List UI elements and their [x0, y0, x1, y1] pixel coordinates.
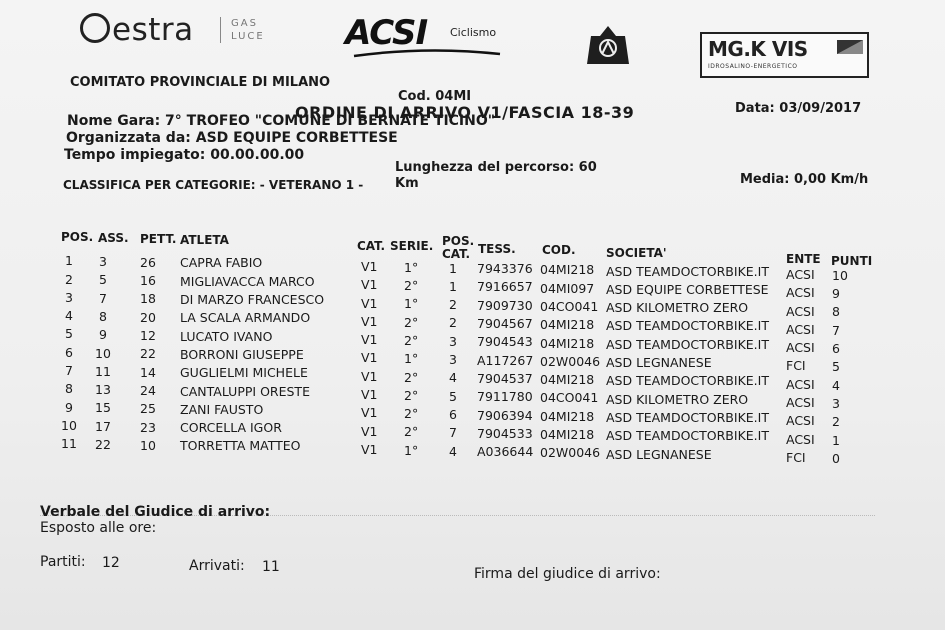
row-punti: 8: [832, 304, 840, 320]
course-length: Lunghezza del percorso: 60: [395, 160, 597, 175]
race-date: Data: 03/09/2017: [735, 101, 862, 116]
esposto-label: Esposto alle ore:: [40, 520, 157, 536]
row-societa: ASD EQUIPE CORBETTESE: [606, 281, 769, 297]
row-pett: 10: [140, 437, 156, 453]
row-pos: 6: [65, 344, 73, 360]
row-societa: ASD TEAMDOCTORBIKE.IT: [606, 318, 769, 334]
row-pett: 16: [140, 273, 156, 289]
row-punti: 1: [832, 432, 840, 448]
row-cod: 04MI218: [540, 372, 595, 388]
row-punti: 3: [832, 395, 840, 411]
row-cod: 02W0046: [540, 353, 601, 369]
row-pett: 23: [140, 419, 156, 435]
row-ass: 17: [95, 418, 111, 434]
luce-label: LUCE: [231, 31, 265, 42]
row-cod: 04MI097: [540, 280, 595, 296]
row-atleta: MIGLIAVACCA MARCO: [180, 273, 315, 289]
col-cat: CAT.: [357, 239, 386, 253]
row-tess: 7911780: [477, 389, 533, 405]
row-atleta: CAPRA FABIO: [180, 255, 263, 271]
row-poscat: 7: [449, 425, 457, 441]
row-atleta: LA SCALA ARMANDO: [180, 310, 311, 326]
row-poscat: 6: [449, 406, 457, 422]
row-ente: FCI: [786, 358, 806, 374]
row-cod: 04MI218: [540, 335, 595, 351]
row-ente: ACSI: [786, 266, 815, 282]
row-punti: 5: [832, 359, 840, 375]
row-pos: 5: [65, 326, 73, 342]
row-pett: 22: [140, 346, 156, 362]
row-ente: ACSI: [786, 413, 815, 429]
col-poscat-line1: POS.: [442, 234, 475, 248]
row-ente: ACSI: [786, 303, 815, 319]
row-tess: 7906394: [477, 407, 533, 423]
row-ente: ACSI: [786, 431, 815, 447]
col-tess: TESS.: [478, 242, 516, 256]
row-societa: ASD TEAMDOCTORBIKE.IT: [606, 373, 769, 389]
row-poscat: 4: [449, 443, 457, 459]
row-serie: 1°: [404, 259, 419, 275]
row-serie: 1°: [404, 296, 419, 312]
row-serie: 1°: [404, 442, 419, 458]
row-ass: 5: [99, 272, 107, 288]
row-ass: 3: [99, 254, 107, 269]
row-poscat: 3: [449, 352, 457, 367]
row-punti: 4: [832, 377, 840, 393]
row-cat: V1: [361, 313, 378, 329]
row-serie: 1°: [404, 351, 419, 367]
row-cat: V1: [361, 332, 378, 348]
average-speed: Media: 0,00 Km/h: [740, 172, 869, 187]
row-cod: 04MI218: [540, 262, 595, 278]
verbale-heading: Verbale del Giudice di arrivo:: [40, 504, 271, 520]
committee-name: COMITATO PROVINCIALE DI MILANO: [70, 75, 331, 90]
row-tess: 7909730: [477, 297, 533, 313]
estra-mark-icon: [80, 13, 110, 43]
row-poscat: 2: [449, 315, 457, 331]
row-punti: 6: [832, 341, 840, 356]
row-ass: 8: [99, 308, 107, 324]
row-serie: 2°: [404, 332, 419, 348]
row-societa: ASD TEAMDOCTORBIKE.IT: [606, 428, 769, 444]
row-cat: V1: [361, 387, 378, 402]
row-ass: 13: [95, 382, 111, 398]
cycling-emblem-icon: [585, 24, 631, 68]
row-pos: 8: [65, 381, 73, 397]
mgk-logo-subtitle: IDROSALINO-ENERGETICO: [708, 63, 798, 70]
col-societa: SOCIETA': [606, 246, 667, 260]
row-tess: 7904533: [477, 425, 533, 441]
row-tess: A117267: [477, 352, 534, 368]
row-serie: 2°: [404, 278, 419, 293]
row-ente: ACSI: [786, 340, 815, 356]
row-punti: 10: [832, 267, 848, 283]
row-serie: 2°: [404, 406, 419, 422]
col-cod: COD.: [542, 243, 576, 257]
row-atleta: BORRONI GIUSEPPE: [180, 346, 304, 362]
row-cat: V1: [361, 277, 378, 293]
row-ass: 22: [95, 437, 111, 452]
row-atleta: CORCELLA IGOR: [180, 420, 282, 436]
acsi-logo: ACSI: [345, 13, 428, 53]
row-pett: 24: [140, 382, 156, 398]
row-atleta: ZANI FAUSTO: [180, 401, 264, 417]
row-poscat: 1: [449, 278, 457, 294]
row-atleta: CANTALUPPI ORESTE: [180, 383, 310, 399]
row-pos: 2: [65, 271, 73, 287]
row-pos: 3: [65, 289, 73, 305]
row-cod: 04MI218: [540, 317, 595, 333]
row-pett: 25: [140, 401, 156, 417]
row-cat: V1: [361, 423, 378, 439]
row-punti: 7: [832, 322, 840, 338]
row-cat: V1: [361, 441, 378, 457]
acsi-ciclismo-label: Ciclismo: [450, 26, 497, 39]
row-punti: 2: [832, 414, 840, 430]
row-cod: 02W0046: [540, 445, 601, 461]
row-tess: 7916657: [477, 279, 533, 295]
row-cat: V1: [361, 258, 378, 274]
row-tess: 7904537: [477, 370, 533, 386]
row-serie: 2°: [404, 424, 419, 440]
mgk-logo-title: MG.K VIS: [708, 37, 808, 61]
row-cat: V1: [361, 405, 378, 421]
row-pett: 18: [140, 291, 156, 307]
row-ente: ACSI: [786, 285, 815, 301]
row-tess: 7943376: [477, 261, 533, 277]
estra-logo: [80, 12, 194, 48]
row-societa: ASD KILOMETRO ZERO: [606, 300, 749, 316]
row-atleta: TORRETTA MATTEO: [180, 438, 301, 454]
row-societa: ASD TEAMDOCTORBIKE.IT: [606, 409, 769, 425]
row-pos: 9: [65, 399, 73, 415]
race-name: Nome Gara: 7° TROFEO "COMUNE DI BERNATE TICINO": [67, 113, 496, 129]
page-title: ORDINE DI ARRIVO V1/FASCIA 18-39: [295, 103, 635, 122]
arrivati-label: Arrivati:: [189, 558, 245, 574]
estra-logo-text: estra: [112, 12, 194, 48]
row-ass: 10: [95, 345, 111, 361]
row-tess: 7904567: [477, 316, 533, 331]
row-cod: 04CO041: [540, 390, 599, 406]
col-punti: PUNTI: [831, 254, 873, 268]
arrivati-value: 11: [262, 559, 280, 575]
partiti-label: Partiti:: [40, 554, 86, 570]
col-poscat-line2: CAT.: [442, 247, 471, 261]
row-cod: 04MI218: [540, 408, 595, 424]
gas-luce-label: [220, 17, 265, 43]
row-ente: FCI: [786, 449, 806, 465]
col-ente: ENTE: [786, 252, 821, 266]
row-societa: ASD KILOMETRO ZERO: [606, 391, 749, 407]
row-cod: 04CO041: [540, 298, 599, 314]
row-punti: 9: [832, 286, 840, 302]
row-punti: 0: [832, 450, 840, 466]
partiti-value: 12: [102, 555, 120, 571]
gas-label: GAS: [231, 18, 258, 29]
row-ass: 15: [95, 400, 111, 416]
row-ente: ACSI: [786, 376, 815, 392]
row-pett: 20: [140, 309, 156, 325]
row-pos: 11: [61, 436, 77, 452]
row-pett: 12: [140, 328, 156, 343]
row-serie: 2°: [404, 314, 419, 330]
course-length-unit: Km: [395, 176, 419, 191]
row-cat: V1: [361, 368, 378, 384]
row-societa: ASD LEGNANESE: [606, 446, 712, 462]
row-cat: V1: [361, 350, 378, 366]
row-serie: 2°: [404, 387, 419, 403]
committee-code: Cod. 04MI: [398, 89, 472, 104]
row-poscat: 5: [449, 388, 457, 404]
row-serie: 2°: [404, 369, 419, 385]
row-societa: ASD LEGNANESE: [606, 355, 712, 370]
row-tess: A036644: [477, 444, 534, 460]
flag-icon: [837, 40, 863, 54]
row-pos: 4: [65, 308, 73, 324]
row-tess: 7904543: [477, 334, 533, 350]
row-ass: 9: [99, 327, 107, 343]
col-pos: POS.: [61, 230, 94, 244]
row-cat: V1: [361, 295, 378, 311]
row-societa: ASD TEAMDOCTORBIKE.IT: [606, 263, 769, 279]
row-atleta: DI MARZO FRANCESCO: [180, 292, 325, 307]
mgk-vis-logo: [700, 32, 869, 78]
row-ass: 11: [95, 363, 111, 379]
row-pos: 1: [65, 253, 73, 269]
ranking-category: CLASSIFICA PER CATEGORIE: - VETERANO 1 -: [63, 178, 364, 192]
col-serie: SERIE.: [390, 239, 434, 253]
row-societa: ASD TEAMDOCTORBIKE.IT: [606, 336, 769, 352]
row-atleta: GUGLIELMI MICHELE: [180, 365, 308, 381]
acsi-swoosh-icon: [352, 48, 502, 58]
col-ass: ASS.: [98, 231, 129, 245]
row-poscat: 4: [449, 370, 457, 386]
judge-signature-label: Firma del giudice di arrivo:: [474, 566, 661, 582]
col-pett: PETT.: [140, 232, 177, 246]
row-pett: 14: [140, 364, 156, 380]
organizer: Organizzata da: ASD EQUIPE CORBETTESE: [66, 130, 398, 146]
row-atleta: LUCATO IVANO: [180, 328, 273, 344]
row-pos: 10: [61, 417, 77, 433]
row-ente: ACSI: [786, 321, 815, 337]
row-pos: 7: [65, 363, 73, 378]
row-poscat: 1: [449, 260, 457, 276]
row-ente: ACSI: [786, 395, 815, 410]
row-poscat: 2: [449, 297, 457, 313]
elapsed-time: Tempo impiegato: 00.00.00.00: [64, 147, 305, 163]
row-cod: 04MI218: [540, 427, 595, 442]
row-ass: 7: [99, 290, 107, 306]
row-poscat: 3: [449, 333, 457, 349]
col-atleta: ATLETA: [180, 233, 229, 247]
row-pett: 26: [140, 254, 156, 270]
